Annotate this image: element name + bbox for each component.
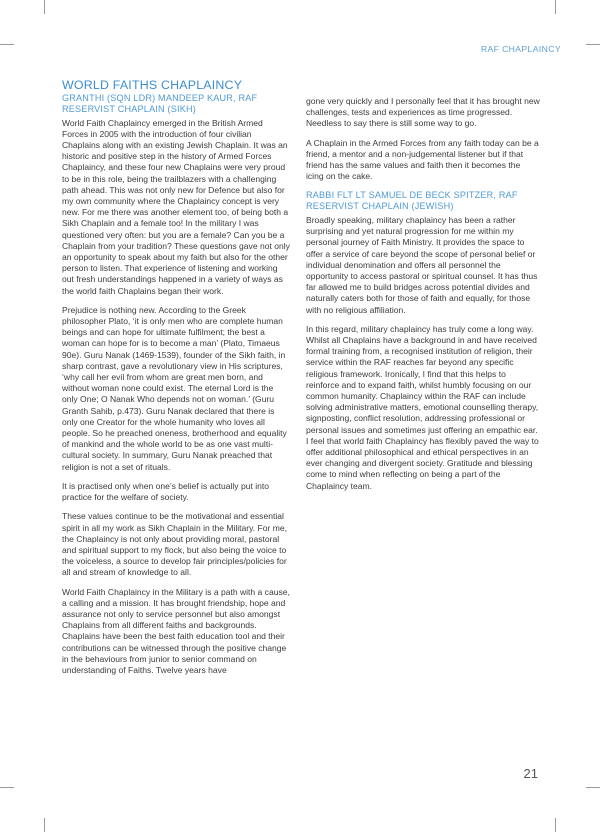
crop-mark (586, 44, 600, 45)
author-byline-jewish: RABBI FLT LT SAMUEL DE BECK SPITZER, RAF RESERVIST CHAPLAIN (JEWISH) (306, 190, 518, 212)
page-number: 21 (523, 766, 538, 781)
body-paragraph: In this regard, military chaplaincy has truly come a long way. Whilst all Chaplains have a background in and have received formal training from, a recognised institution of religion, their service within the RAF reaches far beyond any specific religious framework. Ironically, I find that this helps to reinforce and to expand faith, whilst humbly focusing on our common humanity. Chaplaincy within the RAF can include solving administrative matters, emotional counselling therapy, signposting, conflict resolution, addressing professional or personal issues and sometimes just offering an empathic ear. I feel that world faith Chaplaincy has flexibly paved the way to offer additional philosophical and ethical perspectives in an ever changing and divergent society. Gratitude and blessing come to mind when reflecting on being a part of the Chaplaincy team. (306, 323, 539, 491)
crop-mark (44, 0, 45, 14)
running-head: RAF CHAPLAINCY (480, 44, 561, 54)
author-byline-sikh: GRANTHI (SQN LDR) MANDEEP KAUR, RAF RESERVIST CHAPLAIN (SIKH) (62, 93, 258, 114)
left-column (62, 78, 290, 684)
body-paragraph: Prejudice is nothing new. According to the Greek philosopher Plato, ‘it is only men who are complete human beings and can hope for ultimate fulfilment; the best a woman can hope for is to become a man’ (Plato, Timaeus 90e). Guru Nanak (1469-1539), founder of the Sikh faith, in sharp contrast, gave a revolutionary view in His scriptures, ‘why call her evil from whom are great men born, and without woman none could exist. The eternal Lord is the only One; O Nanak Who depends not on woman.’ (Guru Granth Sahib, p.473). Guru Nanak declared that there is only one Creator for the whole humanity who loves all people. So he preached oneness, brotherhood and equality of mankind and the whole world to be as one vast multi-cultural society. In summary, Guru Nanak preached that religion is not a set of rituals. (62, 304, 287, 472)
body-paragraph: World Faith Chaplaincy emerged in the British Armed Forces in 2005 with the introduction of four civilian Chaplains along with an existing Jewish Chaplain. It was an historic and positive step in the history of Armed Forces Chaplaincy, and these four new Chaplains were very proud to be in this role, being the trailblazers with a challenging path ahead. This was not only new for Defence but also for my own community where the Chaplaincy concept is very new. For me there was another element too, of being both a Sikh Chaplain and a female too! In the military I was questioned very often: but you are a female? Can you be a Chaplain from your tradition? These questions gave not only an opportunity to speak about my faith but also for the other person to listen. That experience of listening and working out fresh understandings happened in a variety of ways as the world faith Chaplains began their work. (62, 117, 290, 296)
right-column (306, 96, 540, 500)
crop-mark (555, 818, 556, 832)
body-paragraph: Broadly speaking, military chaplaincy has been a rather surprising and yet natural progression for me within my personal journey of Faith Ministry. It provides the space to offer a service of care beyond the scope of personal belief or individual denomination and offers all personnel the opportunity to access pastoral or spiritual counsel. It has thus far allowed me to build bridges across potential divides and naturally caters both for those of faith and equally, for those with no religious affiliation. (306, 215, 538, 315)
body-paragraph: World Faith Chaplaincy in the Military is a path with a cause, a calling and a mission. It has brought friendship, hope and assurance not only to service personnel but also amongst Chaplains from all different faiths and backgrounds. Chaplains have been the best faith education tool and their contributions can be witnessed through the positive change in the behaviours from junior to senior command on understanding of Faiths. Twelve years have (62, 586, 290, 675)
crop-mark (555, 0, 556, 14)
crop-mark (44, 818, 45, 832)
body-paragraph: gone very quickly and I personally feel that it has brought new challenges, tests and experiences as time progressed. Needless to say there is still some way to go. (306, 96, 540, 129)
body-paragraph: It is practised only when one’s belief is actually put into practice for the welfare of society. (62, 480, 269, 503)
body-paragraph: These values continue to be the motivational and essential spirit in all my work as Sikh Chaplain in the Military. For me, the Chaplaincy is not only about providing moral, pastoral and spiritual support to my flock, but also being the voice to the voiceless, a source to develop fair principles/policies for all and stream of knowledge to all. (62, 511, 287, 578)
body-paragraph: A Chaplain in the Armed Forces from any faith today can be a friend, a mentor and a non-judgemental listener but if that friend has the same values and faith then it becomes the icing on the cake. (306, 137, 539, 182)
section-title: WORLD FAITHS CHAPLAINCY (62, 78, 243, 92)
crop-mark (0, 787, 14, 788)
crop-mark (586, 787, 600, 788)
crop-mark (0, 44, 14, 45)
